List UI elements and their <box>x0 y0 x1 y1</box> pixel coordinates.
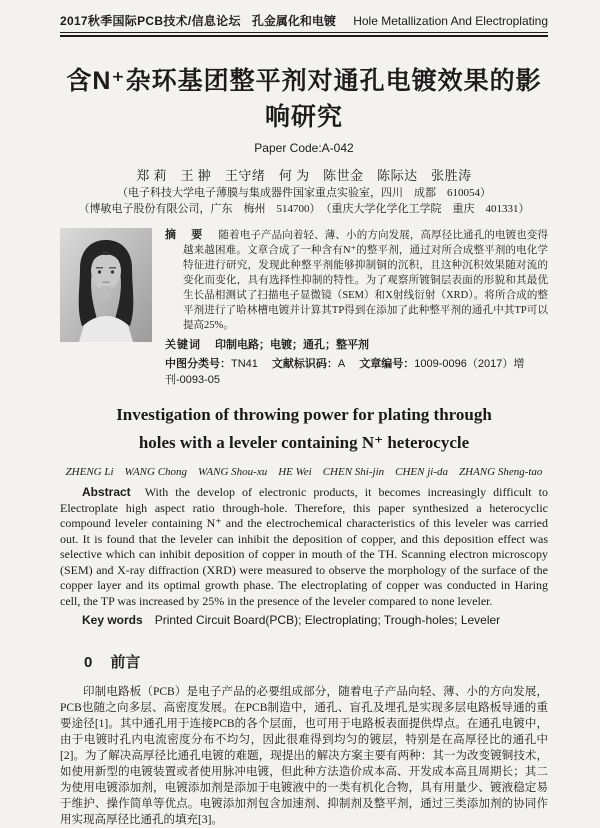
clc-value: TN41 <box>231 358 258 370</box>
section-title: 前言 <box>110 654 141 671</box>
keywords-cn-label: 关键词 <box>165 339 201 351</box>
header-rule-thin <box>60 32 548 33</box>
keywords-en-label: Key words <box>82 613 143 627</box>
meta-line <box>165 355 548 387</box>
abstract-cn-label: 摘 要 <box>165 229 205 241</box>
article-id-value: 1009-0096（2017）增刊-0093-05 <box>165 358 525 386</box>
keywords-en <box>60 613 548 627</box>
authors-en: ZHENG Li WANG Chong WANG Shou-xu HE Wei CHEN Shi-jin CHEN ji-da ZHANG Sheng-tao <box>65 466 543 478</box>
section-heading-intro <box>84 651 548 672</box>
column-title-en: Hole Metallization And Electroplating <box>353 14 548 28</box>
column-title <box>252 12 548 29</box>
keywords-cn-text: 印制电路；电镀；通孔；整平剂 <box>215 339 369 351</box>
header-rule-thick <box>60 35 548 37</box>
authors-cn: 郑 莉 王 翀 王守绪 何 为 陈世金 陈际达 张胜涛 <box>136 168 472 183</box>
paper-title-en-line1: Investigation of throwing power for plating through <box>116 405 492 424</box>
paper-code: Paper Code:A-042 <box>254 141 354 155</box>
forum-title: 2017秋季国际PCB技术/信息论坛 <box>60 14 241 28</box>
abstract-en <box>60 485 548 609</box>
intro-paragraph: 印制电路板（PCB）是电子产品的必要组成部分，随着电子产品向轻、薄、小的方向发展，PCB也随之向多层、高密度发展。在PCB制造中，通孔、盲孔及埋孔是实现多层电路板导通的重要途径[1]。其中通孔用于连接PCB的各个层面，也可用于电路板表面提供焊点。在通孔电镀中，由于电镀时孔内电流密度分布不均匀，因此很难得到均匀的镀层，特别是在高厚径比的通孔中[2]。为了解决高厚径比通孔电镀的难题，现提出的解决方案主要有两种：其一为改变镀铜技术，如使用新型的电镀装置或者使用脉冲电镀，但此种方法造价成本高、开发成本高且周期长；其二为使用电镀添加剂，电镀添加剂是添加于电镀液中的一类有机化合物，具有用量少、镀液稳定易于维护、操作简单等优点。电镀添加剂包含加速剂、抑制剂及整平剂，通过三类添加剂的协同作用实现高厚径比通孔的填充[3]。 <box>60 686 548 826</box>
abstract-cn <box>165 228 548 333</box>
running-header <box>60 12 548 29</box>
abstract-en-text: With the develop of electronic products, it becomes increasingly difficult to Electroplate high aspect ratio through-hole. Therefore, this paper synthesized a heterocyclic compound leveler containing N⁺ and the electrochemical characteristics of this leveler was carried out. It is found that the leveler can inhibit the deposition of copper, and this deposition effect was selective which can inhibit deposition of copper in mouth of the TH. Scanning electron microscopy (SEM) and X-ray diffraction (XRD) were measured to observe the morphology of the surface of the copper layer and its optimal growth phase. The electroplating of copper was conducted in Haring cell, the TP was increased by 25% in the presence of the leveler compared to none leveler. <box>60 485 548 608</box>
paper-title-en-line2: holes with a leveler containing N⁺ heterocycle <box>138 433 470 452</box>
doc-code-value: A <box>337 358 346 370</box>
affiliation-1: （电子科技大学电子薄膜与集成器件国家重点实验室，四川 成都 610054） <box>117 187 491 199</box>
paper-title-cn: 含N⁺杂环基团整平剂对通孔电镀效果的影响研究 <box>66 67 542 131</box>
doc-code-label: 文献标识码： <box>271 358 338 370</box>
section-number: 0 <box>84 654 93 671</box>
abstract-cn-text: 随着电子产品向着轻、薄、小的方向发展，高厚径比通孔的电镀也变得越来越困难。文章合成了一种含有N⁺的整平剂，通过对所合成整平剂的电化学特征进行研究，发现此种整平剂能够抑制铜的沉积，且这种沉积效果随对流的变化而变化，具有选择性抑制的特性。为了观察所镀铜层表面的形貌和其最优生长晶相测试了扫描电子显微镜（SEM）和X射线衍射（XRD）。将所合成的整平剂进行了哈林槽电镀并计算其TP得到在添加了此种整平剂的通孔中其TP可以提高25%。 <box>183 230 549 331</box>
abstract-en-label: Abstract <box>82 485 131 499</box>
abstract-block <box>60 228 548 387</box>
column-title-cn: 孔金属化和电镀 <box>251 14 336 28</box>
abstract-column <box>165 228 548 387</box>
clc-label: 中图分类号： <box>165 358 231 370</box>
affiliation-2: （博敏电子股份有限公司，广东 梅州 514700） （重庆大学化学化工学院 重庆 401331） <box>78 203 530 215</box>
article-id-label: 文章编号： <box>359 358 415 370</box>
keywords-en-text: Printed Circuit Board(PCB); Electroplating; Trough-holes; Leveler <box>154 613 501 627</box>
keywords-cn <box>165 336 548 352</box>
author-photo <box>60 228 152 342</box>
paper-title-en <box>60 401 548 457</box>
